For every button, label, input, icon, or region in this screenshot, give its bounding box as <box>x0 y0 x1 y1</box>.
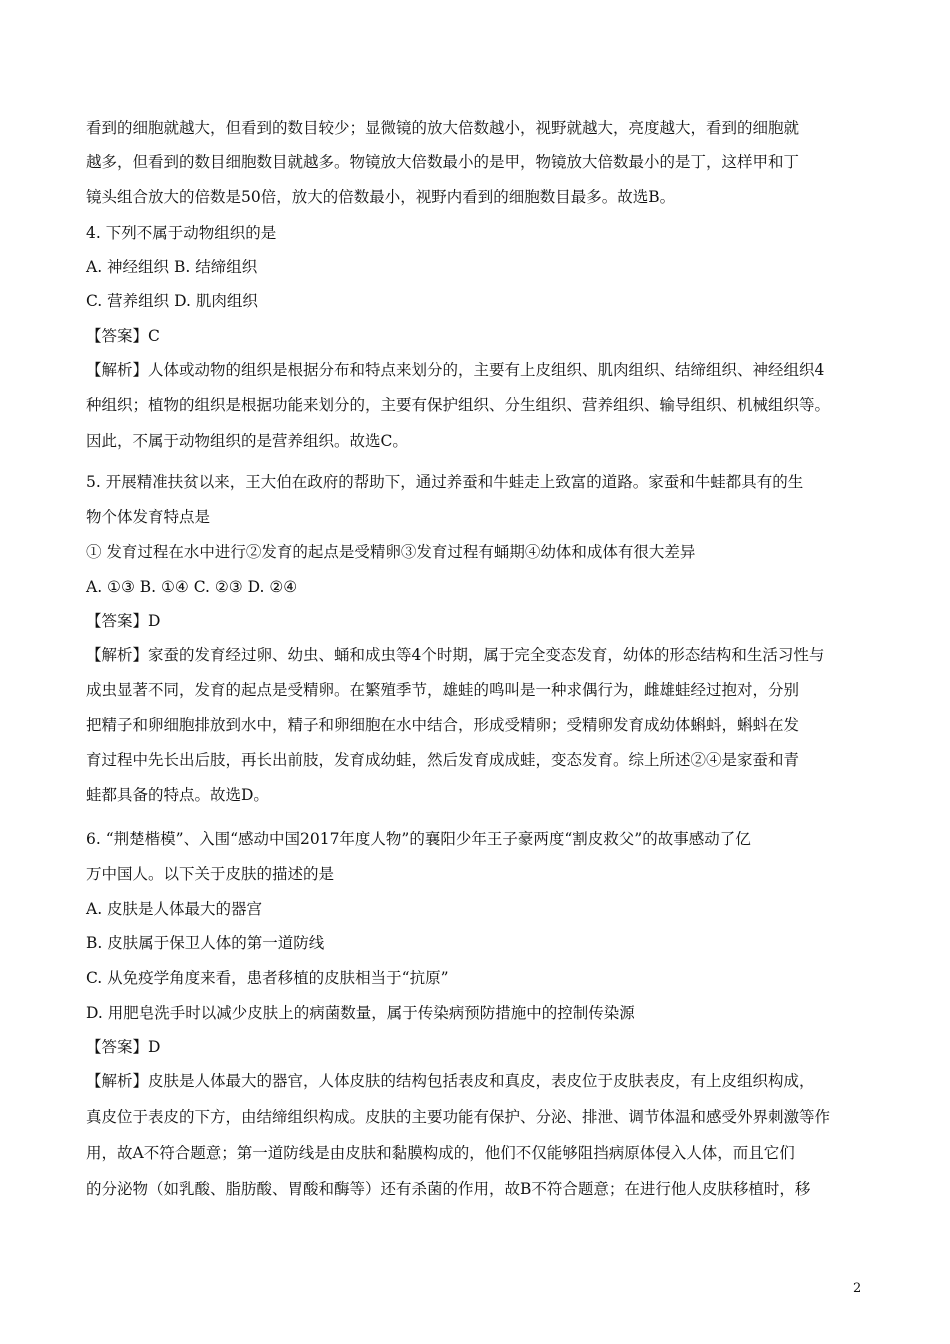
question-4: 4. 下列不属于动物组织的是 <box>86 224 277 242</box>
explanation-5-line-5: 蛙都具备的特点。故选D。 <box>86 786 269 804</box>
question-4-options-ab: A. 神经组织 B. 结缔组织 <box>86 258 258 276</box>
question-5-line-1: 5. 开展精准扶贫以来，王大伯在政府的帮助下，通过养蚕和牛蛙走上致富的道路。家蚕和牛蛙都具有的生 <box>86 473 804 491</box>
answer-5: 【答案】D <box>86 612 161 630</box>
answer-4: 【答案】C <box>86 327 160 345</box>
question-6-option-a: A. 皮肤是人体最大的器宫 <box>86 900 263 918</box>
question-4-options-cd: C. 营养组织 D. 肌肉组织 <box>86 292 258 310</box>
question-5-line-2: 物个体发育特点是 <box>86 508 211 526</box>
question-6-option-c: C. 从免疫学角度来看，患者移植的皮肤相当于“抗原” <box>86 969 449 987</box>
page-number: 2 <box>853 1281 862 1296</box>
question-6-line-2: 万中国人。以下关于皮肤的描述的是 <box>86 865 335 883</box>
explanation-4-line-1: 【解析】人体或动物的组织是根据分布和特点来划分的，主要有上皮组织、肌肉组织、结缔组织、神经组织4 <box>86 361 825 379</box>
question-6-line-1: 6. “荆楚楷模”、入围“感动中国2017年度人物”的襄阳少年王子豪两度“割皮救父”的故事感动了亿 <box>86 830 751 848</box>
explanation-6-line-2: 真皮位于表皮的下方，由结缔组织构成。皮肤的主要功能有保护、分泌、排泄、调节体温和感受外界刺激等作 <box>86 1108 831 1126</box>
question-5-options: A. ①③ B. ①④ C. ②③ D. ②④ <box>86 578 298 596</box>
text-line-1: 看到的细胞就越大，但看到的数目较少；显微镜的放大倍数越小，视野就越大，亮度越大，看到的细胞就 <box>86 119 800 137</box>
explanation-5-line-3: 把精子和卵细胞排放到水中，精子和卵细胞在水中结合，形成受精卵；受精卵发育成幼体蝌蚪，蝌蚪在发 <box>86 716 800 734</box>
explanation-4-line-2: 种组织；植物的组织是根据功能来划分的，主要有保护组织、分生组织、营养组织、输导组织、机械组织等。 <box>86 396 831 414</box>
question-5-statements: ① 发育过程在水中进行②发育的起点是受精卵③发育过程有蛹期④幼体和成体有很大差异 <box>86 543 696 561</box>
explanation-6-line-4: 的分泌物（如乳酸、脂肪酸、胃酸和酶等）还有杀菌的作用，故B不符合题意；在进行他人皮肤移植时，移 <box>86 1180 811 1198</box>
explanation-6-line-1: 【解析】皮肤是人体最大的器官，人体皮肤的结构包括表皮和真皮，表皮位于皮肤表皮，有上皮组织构成， <box>86 1072 815 1090</box>
question-6-option-b: B. 皮肤属于保卫人体的第一道防线 <box>86 934 325 952</box>
text-line-2: 越多，但看到的数目细胞数目就越多。物镜放大倍数最小的是甲，物镜放大倍数最小的是丁，这样甲和丁 <box>86 153 800 171</box>
explanation-5-line-2: 成虫显著不同，发育的起点是受精卵。在繁殖季节，雄蛙的鸣叫是一种求偶行为，雌雄蛙经过抱对，分别 <box>86 681 800 699</box>
explanation-5-line-4: 育过程中先长出后肢，再长出前肢，发育成幼蛙，然后发育成成蛙，变态发育。综上所述②④是家蚕和青 <box>86 751 800 769</box>
answer-6: 【答案】D <box>86 1038 161 1056</box>
explanation-5-line-1: 【解析】家蚕的发育经过卵、幼虫、蛹和成虫等4个时期，属于完全变态发育，幼体的形态结构和生活习性与 <box>86 646 825 664</box>
explanation-4-line-3: 因此，不属于动物组织的是营养组织。故选C。 <box>86 432 408 450</box>
question-6-option-d: D. 用肥皂洗手时以减少皮肤上的病菌数量，属于传染病预防措施中的控制传染源 <box>86 1004 635 1022</box>
text-line-3: 镜头组合放大的倍数是50倍，放大的倍数最小，视野内看到的细胞数目最多。故选B。 <box>86 188 676 206</box>
explanation-6-line-3: 用，故A不符合题意；第一道防线是由皮肤和黏膜构成的，他们不仅能够阻挡病原体侵入人体，而且它们 <box>86 1144 795 1162</box>
